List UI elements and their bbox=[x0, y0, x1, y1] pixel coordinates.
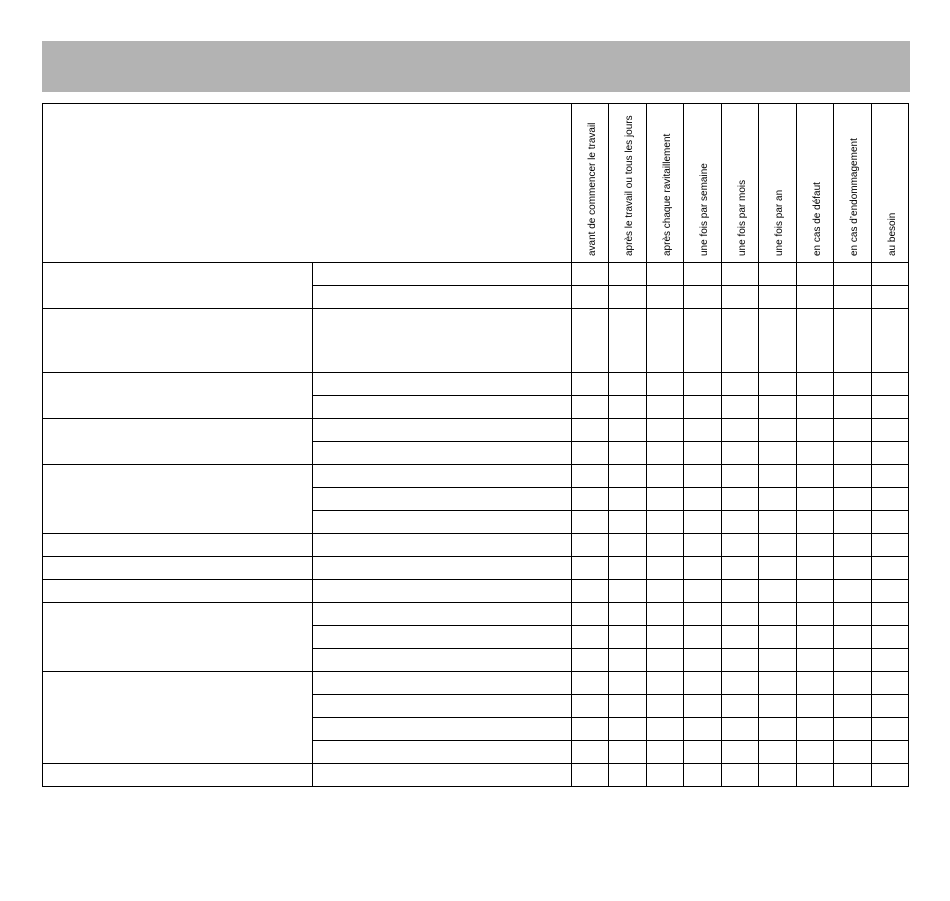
check-cell[interactable] bbox=[647, 309, 684, 373]
check-cell[interactable] bbox=[872, 626, 909, 649]
check-cell[interactable] bbox=[759, 741, 797, 764]
check-cell[interactable] bbox=[684, 764, 722, 787]
check-cell[interactable] bbox=[722, 263, 759, 286]
check-cell[interactable] bbox=[684, 580, 722, 603]
check-cell[interactable] bbox=[759, 672, 797, 695]
table-row bbox=[43, 373, 909, 396]
check-cell[interactable] bbox=[572, 534, 609, 557]
check-cell[interactable] bbox=[797, 764, 834, 787]
check-cell[interactable] bbox=[834, 626, 872, 649]
check-cell[interactable] bbox=[647, 396, 684, 419]
check-cell[interactable] bbox=[722, 442, 759, 465]
check-cell[interactable] bbox=[834, 309, 872, 373]
check-cell[interactable] bbox=[872, 511, 909, 534]
check-cell[interactable] bbox=[684, 396, 722, 419]
check-cell[interactable] bbox=[722, 603, 759, 626]
table-row bbox=[43, 419, 909, 442]
check-cell[interactable] bbox=[572, 442, 609, 465]
check-cell[interactable] bbox=[872, 603, 909, 626]
check-cell[interactable] bbox=[872, 695, 909, 718]
item-label-cell bbox=[313, 442, 572, 465]
check-cell[interactable] bbox=[834, 534, 872, 557]
check-cell[interactable] bbox=[609, 373, 647, 396]
check-cell[interactable] bbox=[572, 764, 609, 787]
check-cell[interactable] bbox=[647, 465, 684, 488]
check-cell[interactable] bbox=[722, 396, 759, 419]
check-cell[interactable] bbox=[609, 465, 647, 488]
check-cell[interactable] bbox=[684, 741, 722, 764]
check-cell[interactable] bbox=[647, 741, 684, 764]
item-label-cell bbox=[313, 419, 572, 442]
check-cell[interactable] bbox=[609, 626, 647, 649]
check-cell[interactable] bbox=[684, 286, 722, 309]
check-cell[interactable] bbox=[834, 419, 872, 442]
check-cell[interactable] bbox=[759, 465, 797, 488]
check-cell[interactable] bbox=[684, 263, 722, 286]
group-label-cell bbox=[43, 580, 313, 603]
check-cell[interactable] bbox=[872, 718, 909, 741]
check-cell[interactable] bbox=[872, 442, 909, 465]
check-cell[interactable] bbox=[722, 286, 759, 309]
check-cell[interactable] bbox=[609, 534, 647, 557]
check-cell[interactable] bbox=[834, 649, 872, 672]
check-cell[interactable] bbox=[609, 580, 647, 603]
table-row bbox=[43, 557, 909, 580]
group-label-cell bbox=[43, 534, 313, 557]
check-cell[interactable] bbox=[872, 649, 909, 672]
check-cell[interactable] bbox=[647, 603, 684, 626]
check-cell[interactable] bbox=[609, 672, 647, 695]
check-cell[interactable] bbox=[872, 465, 909, 488]
item-label-cell bbox=[313, 488, 572, 511]
check-cell[interactable] bbox=[684, 442, 722, 465]
col-label: une fois par mois bbox=[737, 179, 748, 256]
check-cell[interactable] bbox=[872, 580, 909, 603]
check-cell[interactable] bbox=[834, 695, 872, 718]
group-label-cell bbox=[43, 419, 313, 465]
check-cell[interactable] bbox=[684, 419, 722, 442]
col-header-8 bbox=[872, 104, 909, 263]
check-cell[interactable] bbox=[797, 419, 834, 442]
check-cell[interactable] bbox=[759, 442, 797, 465]
table-row bbox=[43, 309, 909, 373]
check-cell[interactable] bbox=[834, 580, 872, 603]
col-label: en cas de défaut bbox=[812, 182, 823, 256]
check-cell[interactable] bbox=[572, 309, 609, 373]
check-cell[interactable] bbox=[609, 309, 647, 373]
check-cell[interactable] bbox=[647, 263, 684, 286]
col-header-5 bbox=[759, 104, 797, 263]
check-cell[interactable] bbox=[572, 695, 609, 718]
check-cell[interactable] bbox=[684, 488, 722, 511]
col-label: en cas d’endommagement bbox=[849, 138, 860, 256]
col-label: avant de commencer le travail bbox=[587, 122, 598, 256]
table-row bbox=[43, 580, 909, 603]
check-cell[interactable] bbox=[834, 396, 872, 419]
check-cell[interactable] bbox=[609, 718, 647, 741]
item-label-cell bbox=[313, 373, 572, 396]
check-cell[interactable] bbox=[759, 695, 797, 718]
check-cell[interactable] bbox=[684, 603, 722, 626]
check-cell[interactable] bbox=[797, 695, 834, 718]
col-header-2 bbox=[647, 104, 684, 263]
check-cell[interactable] bbox=[722, 649, 759, 672]
check-cell[interactable] bbox=[722, 488, 759, 511]
check-cell[interactable] bbox=[609, 511, 647, 534]
check-cell[interactable] bbox=[684, 373, 722, 396]
check-cell[interactable] bbox=[759, 557, 797, 580]
check-cell[interactable] bbox=[834, 465, 872, 488]
check-cell[interactable] bbox=[572, 488, 609, 511]
check-cell[interactable] bbox=[759, 396, 797, 419]
table-row bbox=[43, 764, 909, 787]
check-cell[interactable] bbox=[797, 672, 834, 695]
item-label-cell bbox=[313, 286, 572, 309]
check-cell[interactable] bbox=[609, 557, 647, 580]
check-cell[interactable] bbox=[684, 511, 722, 534]
check-cell[interactable] bbox=[759, 419, 797, 442]
check-cell[interactable] bbox=[797, 580, 834, 603]
check-cell[interactable] bbox=[572, 373, 609, 396]
check-cell[interactable] bbox=[759, 764, 797, 787]
check-cell[interactable] bbox=[572, 580, 609, 603]
col-label: une fois par semaine bbox=[699, 163, 710, 256]
check-cell[interactable] bbox=[572, 649, 609, 672]
header-row bbox=[43, 104, 909, 263]
check-cell[interactable] bbox=[722, 695, 759, 718]
check-cell[interactable] bbox=[647, 695, 684, 718]
item-label-cell bbox=[313, 557, 572, 580]
check-cell[interactable] bbox=[684, 465, 722, 488]
check-cell[interactable] bbox=[684, 626, 722, 649]
check-cell[interactable] bbox=[722, 626, 759, 649]
check-cell[interactable] bbox=[572, 419, 609, 442]
item-label-cell bbox=[313, 672, 572, 695]
group-label-cell bbox=[43, 764, 313, 787]
check-cell[interactable] bbox=[797, 465, 834, 488]
check-cell[interactable] bbox=[797, 442, 834, 465]
item-label-cell bbox=[313, 764, 572, 787]
check-cell[interactable] bbox=[797, 511, 834, 534]
group-label-cell bbox=[43, 557, 313, 580]
check-cell[interactable] bbox=[572, 718, 609, 741]
group-label-cell bbox=[43, 603, 313, 672]
item-label-cell bbox=[313, 396, 572, 419]
check-cell[interactable] bbox=[722, 764, 759, 787]
col-header-4 bbox=[722, 104, 759, 263]
check-cell[interactable] bbox=[797, 603, 834, 626]
check-cell[interactable] bbox=[609, 419, 647, 442]
item-label-cell bbox=[313, 465, 572, 488]
check-cell[interactable] bbox=[684, 309, 722, 373]
check-cell[interactable] bbox=[797, 286, 834, 309]
check-cell[interactable] bbox=[872, 286, 909, 309]
check-cell[interactable] bbox=[722, 557, 759, 580]
check-cell[interactable] bbox=[834, 764, 872, 787]
col-label: après chaque ravitaillement bbox=[662, 133, 673, 256]
check-cell[interactable] bbox=[572, 672, 609, 695]
check-cell[interactable] bbox=[797, 488, 834, 511]
check-cell[interactable] bbox=[722, 419, 759, 442]
check-cell[interactable] bbox=[872, 488, 909, 511]
check-cell[interactable] bbox=[684, 718, 722, 741]
check-cell[interactable] bbox=[609, 603, 647, 626]
group-label-cell bbox=[43, 465, 313, 534]
check-cell[interactable] bbox=[684, 649, 722, 672]
check-cell[interactable] bbox=[609, 741, 647, 764]
check-cell[interactable] bbox=[759, 626, 797, 649]
check-cell[interactable] bbox=[722, 672, 759, 695]
check-cell[interactable] bbox=[759, 511, 797, 534]
col-header-6 bbox=[797, 104, 834, 263]
check-cell[interactable] bbox=[684, 695, 722, 718]
header-blank-cell bbox=[43, 104, 572, 263]
check-cell[interactable] bbox=[572, 465, 609, 488]
check-cell[interactable] bbox=[572, 626, 609, 649]
check-cell[interactable] bbox=[647, 419, 684, 442]
check-cell[interactable] bbox=[872, 419, 909, 442]
check-cell[interactable] bbox=[572, 263, 609, 286]
check-cell[interactable] bbox=[797, 649, 834, 672]
col-header-0 bbox=[572, 104, 609, 263]
check-cell[interactable] bbox=[834, 718, 872, 741]
check-cell[interactable] bbox=[872, 741, 909, 764]
check-cell[interactable] bbox=[872, 557, 909, 580]
check-cell[interactable] bbox=[797, 534, 834, 557]
check-cell[interactable] bbox=[647, 286, 684, 309]
check-cell[interactable] bbox=[722, 373, 759, 396]
check-cell[interactable] bbox=[834, 488, 872, 511]
table-row bbox=[43, 465, 909, 488]
item-label-cell bbox=[313, 309, 572, 373]
table-row bbox=[43, 672, 909, 695]
check-cell[interactable] bbox=[647, 764, 684, 787]
check-cell[interactable] bbox=[759, 373, 797, 396]
check-cell[interactable] bbox=[872, 672, 909, 695]
check-cell[interactable] bbox=[797, 373, 834, 396]
check-cell[interactable] bbox=[834, 442, 872, 465]
check-cell[interactable] bbox=[834, 741, 872, 764]
check-cell[interactable] bbox=[609, 488, 647, 511]
item-label-cell bbox=[313, 718, 572, 741]
check-cell[interactable] bbox=[759, 603, 797, 626]
check-cell[interactable] bbox=[647, 534, 684, 557]
check-cell[interactable] bbox=[797, 626, 834, 649]
col-label: après le travail ou tous les jours bbox=[624, 115, 635, 256]
check-cell[interactable] bbox=[872, 396, 909, 419]
check-cell[interactable] bbox=[834, 373, 872, 396]
check-cell[interactable] bbox=[572, 557, 609, 580]
check-cell[interactable] bbox=[797, 263, 834, 286]
header-banner bbox=[42, 41, 910, 92]
check-cell[interactable] bbox=[834, 557, 872, 580]
check-cell[interactable] bbox=[609, 442, 647, 465]
check-cell[interactable] bbox=[647, 488, 684, 511]
check-cell[interactable] bbox=[572, 396, 609, 419]
check-cell[interactable] bbox=[647, 672, 684, 695]
item-label-cell bbox=[313, 603, 572, 626]
check-cell[interactable] bbox=[722, 580, 759, 603]
check-cell[interactable] bbox=[722, 741, 759, 764]
check-cell[interactable] bbox=[759, 263, 797, 286]
check-cell[interactable] bbox=[647, 626, 684, 649]
table-row bbox=[43, 263, 909, 286]
check-cell[interactable] bbox=[797, 741, 834, 764]
check-cell[interactable] bbox=[684, 672, 722, 695]
check-cell[interactable] bbox=[797, 396, 834, 419]
check-cell[interactable] bbox=[647, 718, 684, 741]
item-label-cell bbox=[313, 580, 572, 603]
group-label-cell bbox=[43, 263, 313, 309]
col-header-1 bbox=[609, 104, 647, 263]
check-cell[interactable] bbox=[572, 603, 609, 626]
check-cell[interactable] bbox=[647, 580, 684, 603]
check-cell[interactable] bbox=[609, 286, 647, 309]
item-label-cell bbox=[313, 511, 572, 534]
check-cell[interactable] bbox=[759, 534, 797, 557]
check-cell[interactable] bbox=[647, 511, 684, 534]
check-cell[interactable] bbox=[872, 263, 909, 286]
check-cell[interactable] bbox=[722, 465, 759, 488]
table-row bbox=[43, 534, 909, 557]
check-cell[interactable] bbox=[834, 511, 872, 534]
check-cell[interactable] bbox=[759, 718, 797, 741]
check-cell[interactable] bbox=[759, 580, 797, 603]
check-cell[interactable] bbox=[797, 309, 834, 373]
check-cell[interactable] bbox=[609, 396, 647, 419]
check-cell[interactable] bbox=[609, 649, 647, 672]
check-cell[interactable] bbox=[609, 764, 647, 787]
check-cell[interactable] bbox=[722, 718, 759, 741]
check-cell[interactable] bbox=[609, 695, 647, 718]
check-cell[interactable] bbox=[834, 672, 872, 695]
check-cell[interactable] bbox=[759, 649, 797, 672]
check-cell[interactable] bbox=[647, 557, 684, 580]
check-cell[interactable] bbox=[872, 373, 909, 396]
check-cell[interactable] bbox=[647, 649, 684, 672]
table-row bbox=[43, 603, 909, 626]
check-cell[interactable] bbox=[797, 557, 834, 580]
item-label-cell bbox=[313, 695, 572, 718]
check-cell[interactable] bbox=[647, 373, 684, 396]
check-cell[interactable] bbox=[834, 603, 872, 626]
check-cell[interactable] bbox=[759, 286, 797, 309]
check-cell[interactable] bbox=[872, 764, 909, 787]
item-label-cell bbox=[313, 263, 572, 286]
group-label-cell bbox=[43, 373, 313, 419]
check-cell[interactable] bbox=[834, 263, 872, 286]
check-cell[interactable] bbox=[572, 741, 609, 764]
check-cell[interactable] bbox=[834, 286, 872, 309]
maintenance-table bbox=[42, 103, 909, 787]
check-cell[interactable] bbox=[609, 263, 647, 286]
item-label-cell bbox=[313, 626, 572, 649]
check-cell[interactable] bbox=[872, 309, 909, 373]
col-header-7 bbox=[834, 104, 872, 263]
check-cell[interactable] bbox=[572, 511, 609, 534]
col-label: au besoin bbox=[887, 212, 898, 256]
check-cell[interactable] bbox=[797, 718, 834, 741]
item-label-cell bbox=[313, 741, 572, 764]
group-label-cell bbox=[43, 672, 313, 764]
check-cell[interactable] bbox=[572, 286, 609, 309]
check-cell[interactable] bbox=[722, 534, 759, 557]
check-cell[interactable] bbox=[684, 557, 722, 580]
col-header-3 bbox=[684, 104, 722, 263]
check-cell[interactable] bbox=[722, 309, 759, 373]
check-cell[interactable] bbox=[759, 309, 797, 373]
check-cell[interactable] bbox=[722, 511, 759, 534]
group-label-cell bbox=[43, 309, 313, 373]
check-cell[interactable] bbox=[759, 488, 797, 511]
item-label-cell bbox=[313, 534, 572, 557]
check-cell[interactable] bbox=[647, 442, 684, 465]
item-label-cell bbox=[313, 649, 572, 672]
check-cell[interactable] bbox=[684, 534, 722, 557]
check-cell[interactable] bbox=[872, 534, 909, 557]
col-label: une fois par an bbox=[774, 189, 785, 256]
